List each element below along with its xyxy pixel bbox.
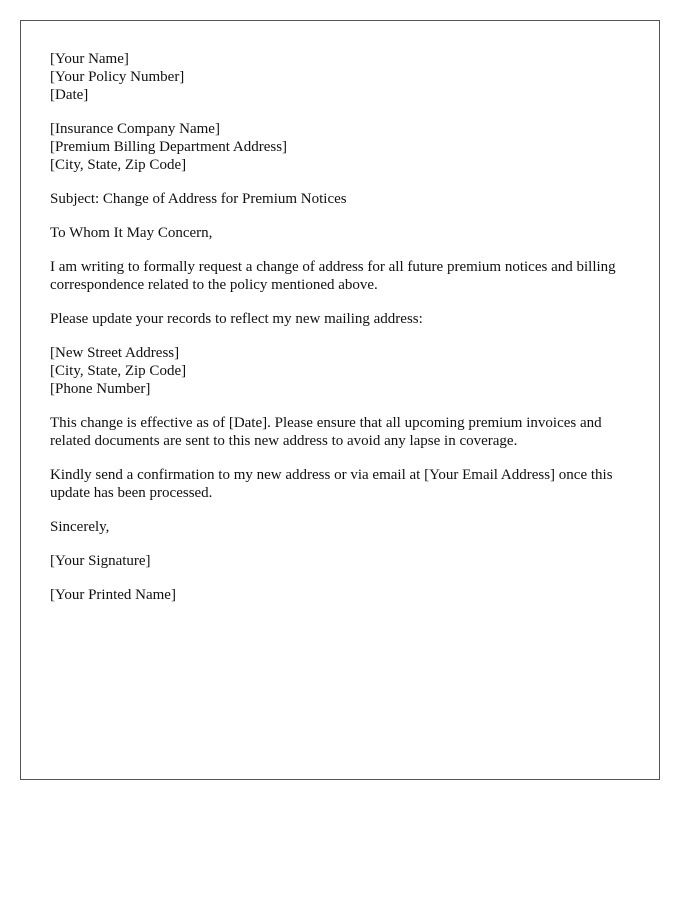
closing: Sincerely, — [50, 519, 110, 535]
subject-line: Subject: Change of Address for Premium Notices — [50, 191, 347, 207]
salutation: To Whom It May Concern, — [50, 225, 213, 241]
recipient-company: [Insurance Company Name] — [50, 121, 220, 137]
letter-body — [50, 50, 635, 620]
sender-policy-number: [Your Policy Number] — [50, 69, 185, 85]
recipient-block — [50, 120, 635, 174]
recipient-department-address: [Premium Billing Department Address] — [50, 139, 288, 155]
confirmation-paragraph: Kindly send a confirmation to my new address or via email at [Your Email Address] once this update has been processed. — [50, 467, 613, 501]
sender-date: [Date] — [50, 87, 89, 103]
recipient-city-state-zip: [City, State, Zip Code] — [50, 157, 187, 173]
signature: [Your Signature] — [50, 553, 151, 569]
update-paragraph: Please update your records to reflect my new mailing address: — [50, 311, 423, 327]
printed-name: [Your Printed Name] — [50, 587, 176, 603]
sender-block — [50, 50, 635, 104]
sender-name: [Your Name] — [50, 51, 129, 67]
new-city-state-zip: [City, State, Zip Code] — [50, 363, 187, 379]
new-address-block — [50, 344, 635, 398]
request-paragraph: I am writing to formally request a change of address for all future premium notices and billing correspondence related to the policy mentioned above. — [50, 259, 616, 293]
new-street-address: [New Street Address] — [50, 345, 180, 361]
effective-paragraph: This change is effective as of [Date]. Please ensure that all upcoming premium invoices and related documents are sent to this new address to avoid any lapse in coverage. — [50, 415, 602, 449]
new-phone-number: [Phone Number] — [50, 381, 151, 397]
letter-page — [20, 20, 660, 780]
